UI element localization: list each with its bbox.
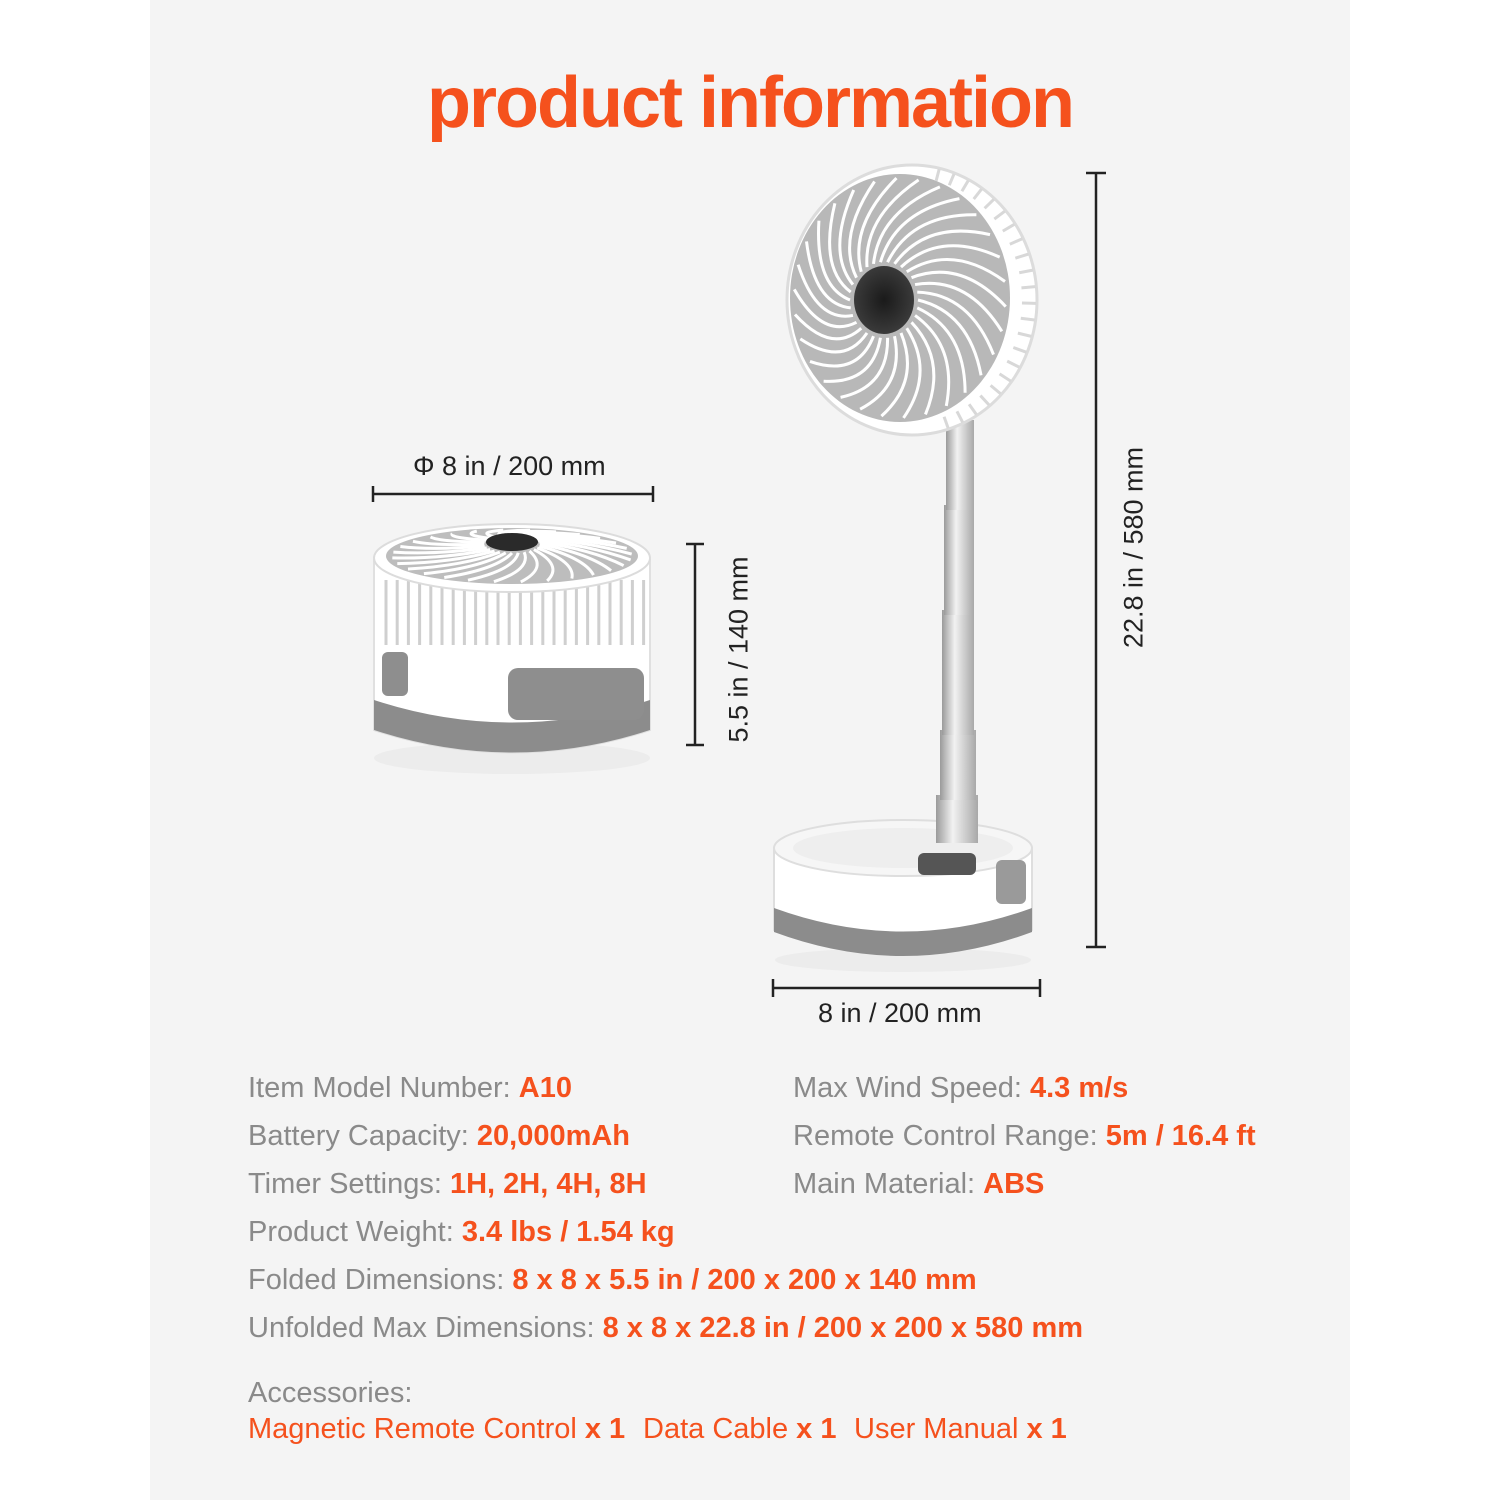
- spec-unfolded-dimensions: Unfolded Max Dimensions: 8 x 8 x 22.8 in / 200 x 200 x 580 mm: [248, 1312, 1084, 1344]
- folded-fan-image: [374, 524, 650, 774]
- accessory-cable: Data Cable x 1: [643, 1413, 837, 1445]
- base-width-label: 8 in / 200 mm: [818, 998, 982, 1028]
- spec-timer: Timer Settings: 1H, 2H, 4H, 8H: [248, 1168, 647, 1200]
- unfolded-fan-image: [774, 165, 1037, 972]
- spec-model: Item Model Number: A10: [248, 1072, 572, 1104]
- folded-height-label: 5.5 in / 140 mm: [723, 556, 754, 743]
- spec-material: Main Material: ABS: [793, 1168, 1045, 1200]
- accessories-label: Accessories:: [248, 1377, 413, 1409]
- folded-diameter-label: Φ 8 in / 200 mm: [413, 451, 606, 481]
- spec-folded-dimensions: Folded Dimensions: 8 x 8 x 5.5 in / 200 x 200 x 140 mm: [248, 1264, 977, 1296]
- spec-weight: Product Weight: 3.4 lbs / 1.54 kg: [248, 1216, 675, 1248]
- accessory-remote: Magnetic Remote Control x 1: [248, 1413, 626, 1445]
- unfolded-height-label: 22.8 in / 580 mm: [1118, 446, 1149, 649]
- spec-wind-speed: Max Wind Speed: 4.3 m/s: [793, 1072, 1129, 1104]
- page-title: product information: [427, 63, 1073, 143]
- spec-battery: Battery Capacity: 20,000mAh: [248, 1120, 631, 1152]
- accessory-manual: User Manual x 1: [854, 1413, 1067, 1445]
- spec-remote-range: Remote Control Range: 5m / 16.4 ft: [793, 1120, 1256, 1152]
